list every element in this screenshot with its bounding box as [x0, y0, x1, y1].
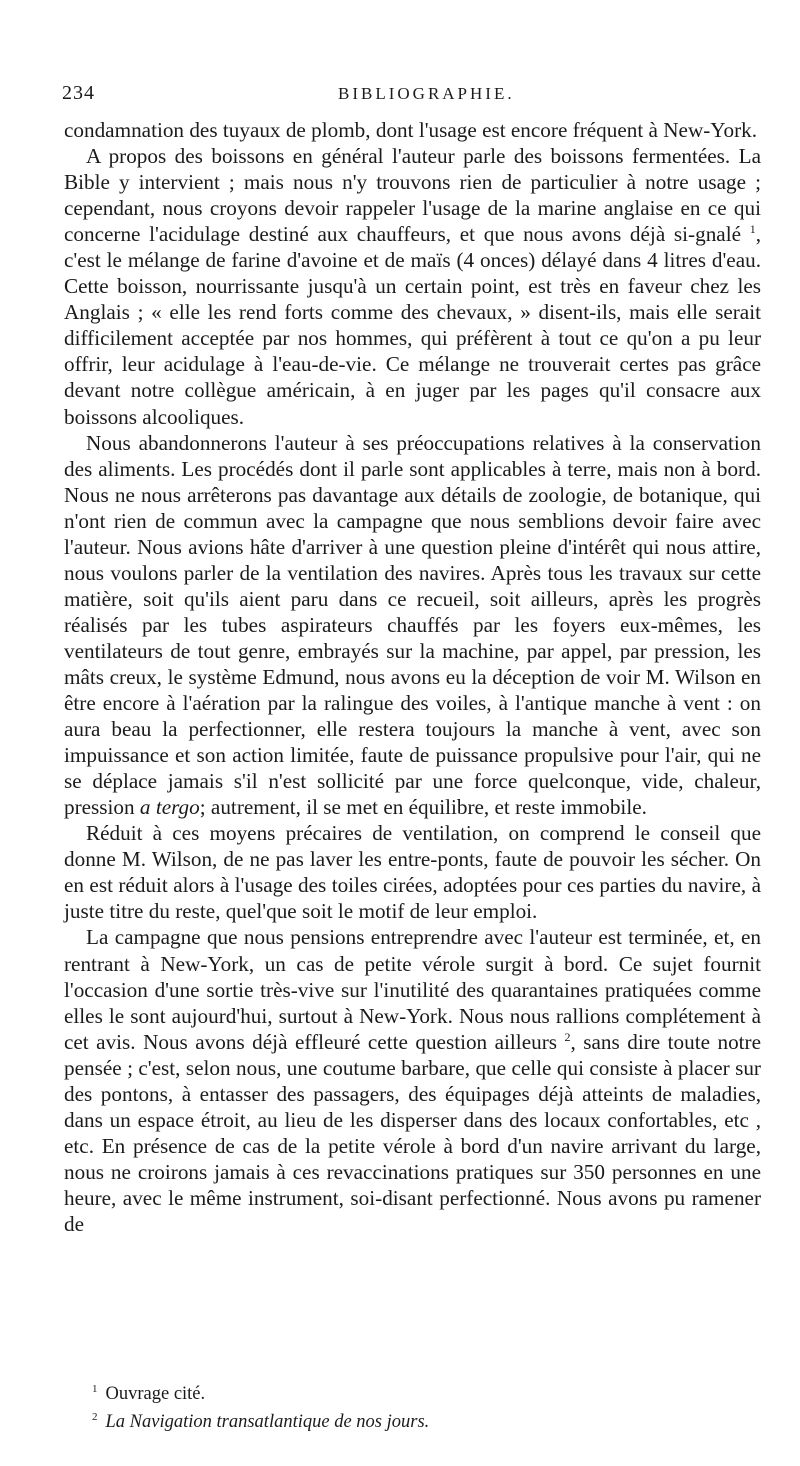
paragraph-text: A propos des boissons en général l'auteur parle des boissons fermentées. La Bible y intervient ; mais nous n'y trouvons rien de particulier à notre usage ; cependant, nous croyons devoir rappeler l'usage de la marine anglaise en ce qui concerne l'acidulage destiné aux chauffeurs, et que nous avons déjà si-gnalé [64, 144, 761, 247]
footnote-reference[interactable]: 1 [749, 222, 756, 237]
footnote [92, 1378, 732, 1406]
running-title: BIBLIOGRAPHIE. [338, 84, 515, 103]
page-header [62, 82, 732, 112]
paragraph-text: Nous abandonnerons l'auteur à ses préoccupations relatives à la conservation des aliments. Les procédés dont il parle sont applicables à terre, mais non à bord. Nous ne nous arrêterons pas davantage aux détails de zoologie, de botanique, qui n'ont rien de commun avec la campagne que nous semblions devoir faire avec l'auteur. Nous avions hâte d'arriver à une question pleine d'intérêt qui nous attire, nous voulons parler de la ventilation des navires. Après tous les travaux sur cette matière, soit qu'ils aient paru dans ce recueil, soit ailleurs, après les progrès réalisés par les tubes aspirateurs chauffés par les foyers eux-mêmes, les ventilateurs de tout genre, embrayés sur la machine, par appel, par pression, les mâts creux, le système Edmund, nous avons eu la déception de voir M. Wilson en être encore à l'aération par la ralingue des voiles, à l'antique manche à vent : on aura beau la perfectionner, elle restera toujours la manche à vent, avec son impuissance et son action limitée, faute de puissance propulsive pour l'air, qui ne se déplace jamais s'il n'est sollicité par une force quelconque, vide, chaleur, pression [64, 430, 761, 820]
footnote-text: Ouvrage cité. [105, 1384, 206, 1405]
paragraph-text: , c'est le mélange de farine d'avoine et de maïs (4 onces) délayé dans 4 litres d'eau. Cette boisson, nourrissante jusqu'à un certain point, est très en faveur chez les Anglais ; « elle les rend forts comme des chevaux, » disent-ils, mais elle serait difficilement acceptée par nos hommes, qui préfèrent à tout ce qu'on a pu leur offrir, leur acidulage à l'eau-de-vie. Ce mélange ne trouverait certes pas grâce devant notre collègue américain, à en juger par les pages qu'il consacre aux boissons alcooliques. [64, 222, 762, 429]
paragraph [64, 143, 761, 430]
footnote-mark: 2 [92, 1411, 98, 1424]
paragraph [64, 924, 761, 1237]
footnote [92, 1406, 732, 1434]
paragraph-text: , sans dire toute notre pensée ; c'est, selon nous, une coutume barbare, que celle qui consiste à placer sur des pontons, à entasser des passagers, des équipages déjà atteints de maladies, dans un espace étroit, au lieu de les disperser dans des locaux confortables, etc , etc. En présence de cas de la petite vérole à bord d'un navire arrivant du large, nous ne croirons jamais à ces revaccinations pratiques sur 350 personnes en une heure, avec le même instrument, soi-disant perfectionné. Nous avons pu ramener de [64, 1029, 762, 1236]
body-text [64, 117, 761, 1237]
footnote-reference[interactable]: 2 [564, 1029, 571, 1044]
paragraph [64, 820, 761, 924]
paragraph-text: La campagne que nous pensions entreprendre avec l'auteur est terminée, et, en rentrant à New-York, un cas de petite vérole surgit à bord. Ce sujet fournit l'occasion d'une sortie très-vive sur l'inutilité des quarantaines pratiquées comme elles le sont aujourd'hui, surtout à New-York. Nous nous rallions complétement à cet avis. Nous avons déjà effleuré cette question ailleurs [64, 925, 761, 1054]
paragraph-text: Réduit à ces moyens précaires de ventilation, on comprend le conseil que donne M. Wilson, de ne pas laver les entre-ponts, faute de pouvoir les sécher. On en est réduit alors à l'usage des toiles cirées, adoptées pour ces parties du navire, à juste titre du reste, quel'que soit le motif de leur emploi. [64, 821, 761, 924]
footnote-mark: 1 [92, 1383, 98, 1395]
paragraph [64, 117, 761, 143]
paragraph [64, 430, 761, 821]
footnote-text: La Navigation transatlantique de nos jours. [105, 1412, 430, 1433]
paragraph-text: ; autrement, il se met en équilibre, et reste immobile. [199, 795, 647, 820]
footnotes [92, 1378, 732, 1434]
italic-phrase: a tergo [139, 795, 200, 820]
page-number: 234 [62, 82, 95, 104]
paragraph-text: condamnation des tuyaux de plomb, dont l'usage est encore fréquent à New-York. [64, 118, 758, 142]
